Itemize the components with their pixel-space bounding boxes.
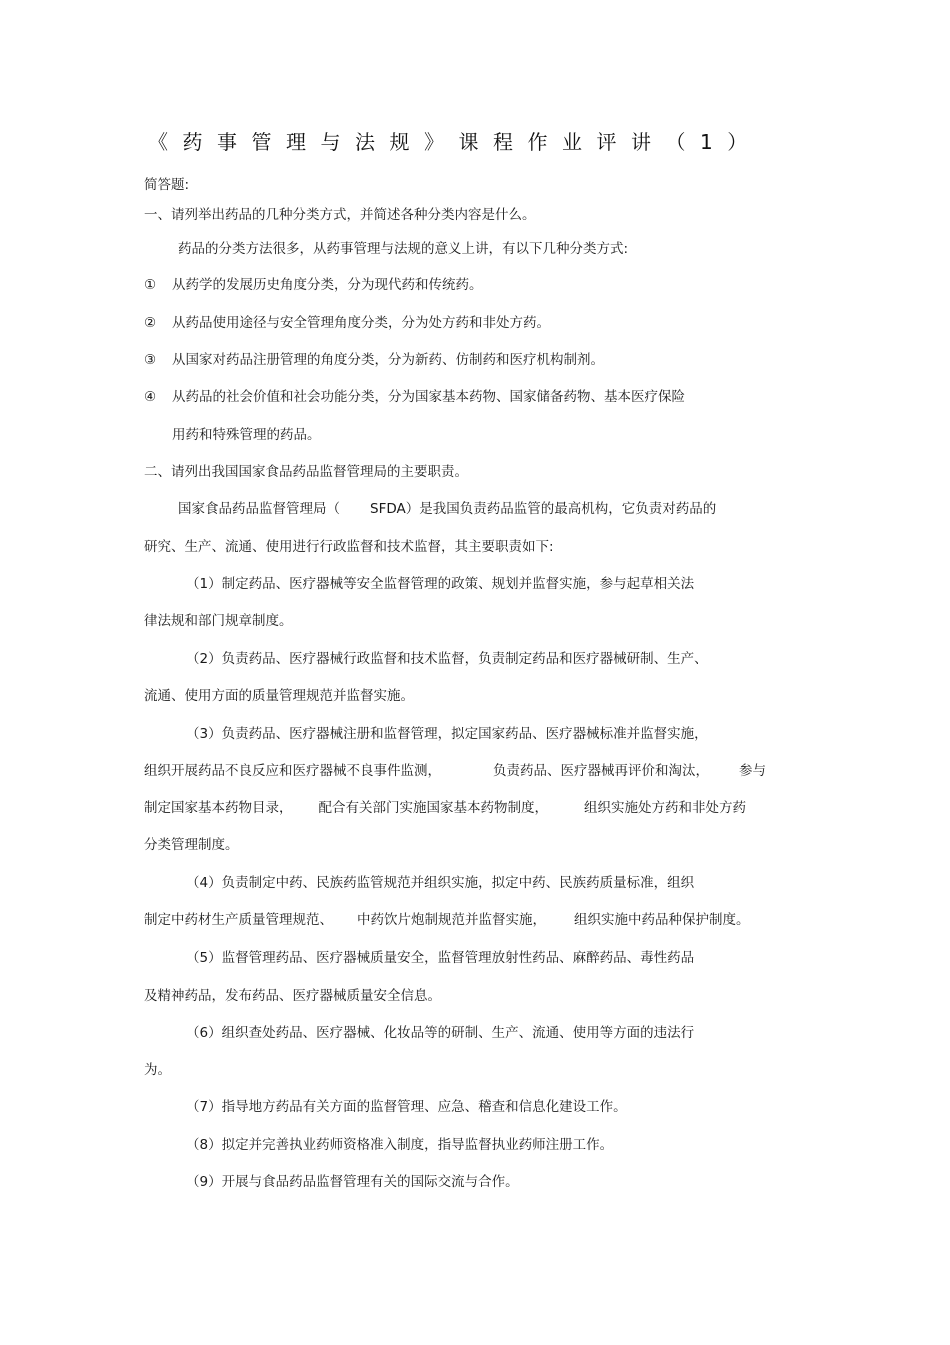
duty-4-part: 制定中药材生产质量管理规范、	[144, 912, 333, 928]
duty-3-line-1: （3）负责药品、医疗器械注册和监督管理，拟定国家药品、医疗器械标准并监督实施，	[186, 726, 708, 742]
list-marker: ②	[144, 315, 157, 331]
duty-4-line-2	[144, 911, 750, 929]
duty-2-line-1: （2）负责药品、医疗器械行政监督和技术监督，负责制定药品和医疗器械研制、生产、	[186, 651, 708, 667]
duty-3-part: 参与	[739, 763, 766, 779]
list-marker: ①	[144, 277, 157, 293]
duty-3-line-4: 分类管理制度。	[144, 837, 239, 853]
q2-intro-line-1	[178, 500, 716, 518]
list-item: 从药学的发展历史角度分类，分为现代药和传统药。	[172, 277, 483, 293]
duty-4-line-1: （4）负责制定中药、民族药监管规范并组织实施，拟定中药、民族药质量标准，组织	[186, 875, 695, 891]
list-item-continuation: 用药和特殊管理的药品。	[172, 427, 321, 443]
duty-3-line-2	[144, 762, 766, 780]
duty-6-line-2: 为。	[144, 1062, 171, 1078]
list-item: 从药品的社会价值和社会功能分类，分为国家基本药物、国家储备药物、基本医疗保险	[172, 389, 685, 405]
section-label: 简答题:	[144, 177, 190, 193]
q1-intro: 药品的分类方法很多，从药事管理与法规的意义上讲，有以下几种分类方式:	[178, 241, 629, 257]
duty-1-line-1: （1）制定药品、医疗器械等安全监督管理的政策、规划并监督实施，参与起草相关法	[186, 576, 695, 592]
duty-3-part: 配合有关部门实施国家基本药物制度，	[318, 800, 548, 816]
duty-3-part: 负责药品、医疗器械再评价和淘汰，	[493, 763, 709, 779]
duty-3-part: 组织实施处方药和非处方药	[584, 800, 746, 816]
duty-3-line-3	[144, 799, 746, 817]
duty-4-part: 中药饮片炮制规范并监督实施，	[357, 912, 546, 928]
duty-5-line-1: （5）监督管理药品、医疗器械质量安全，监督管理放射性药品、麻醉药品、毒性药品	[186, 950, 695, 966]
list-marker: ④	[144, 389, 157, 405]
duty-2-line-2: 流通、使用方面的质量管理规范并监督实施。	[144, 688, 414, 704]
q2-intro-line-2: 研究、生产、流通、使用进行行政监督和技术监督，其主要职责如下:	[144, 539, 554, 555]
page-title: 《药事管理与法规》课程作业评讲（1）	[148, 130, 762, 154]
duty-4-part: 组织实施中药品种保护制度。	[574, 912, 750, 928]
q2-intro-part: 国家食品药品监督管理局（	[178, 501, 340, 517]
duty-9: （9）开展与食品药品监督管理有关的国际交流与合作。	[186, 1174, 519, 1190]
duty-6-line-1: （6）组织查处药品、医疗器械、化妆品等的研制、生产、流通、使用等方面的违法行	[186, 1025, 695, 1041]
duty-3-part: 组织开展药品不良反应和医疗器械不良事件监测，	[144, 763, 441, 779]
duty-7: （7）指导地方药品有关方面的监督管理、应急、稽查和信息化建设工作。	[186, 1099, 627, 1115]
duty-8: （8）拟定并完善执业药师资格准入制度，指导监督执业药师注册工作。	[186, 1137, 614, 1153]
duty-3-part: 制定国家基本药物目录，	[144, 800, 293, 816]
duty-5-line-2: 及精神药品，发布药品、医疗器械质量安全信息。	[144, 988, 441, 1004]
question-2: 二、请列出我国国家食品药品监督管理局的主要职责。	[144, 464, 468, 480]
list-item: 从国家对药品注册管理的角度分类，分为新药、仿制药和医疗机构制剂。	[172, 352, 604, 368]
list-marker: ③	[144, 352, 157, 368]
question-1: 一、请列举出药品的几种分类方式，并简述各种分类内容是什么。	[144, 207, 536, 223]
list-item: 从药品使用途径与安全管理角度分类，分为处方药和非处方药。	[172, 315, 550, 331]
duty-1-line-2: 律法规和部门规章制度。	[144, 613, 293, 629]
q2-intro-part: SFDA）是我国负责药品监管的最高机构，它负责对药品的	[370, 501, 717, 517]
